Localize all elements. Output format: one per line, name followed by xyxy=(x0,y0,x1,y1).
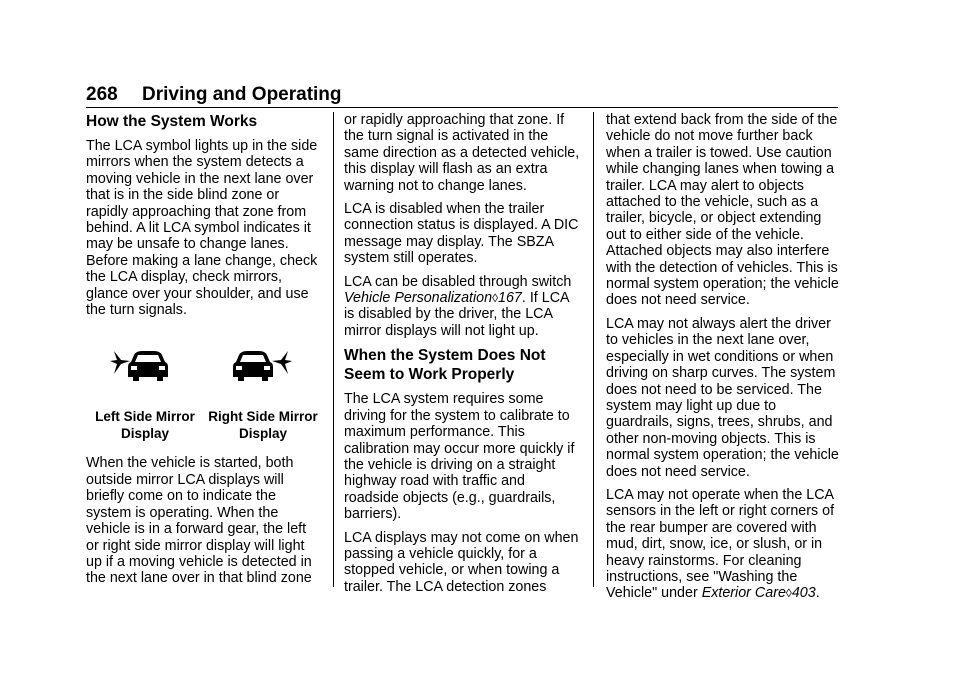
caption-line: Display xyxy=(238,426,288,442)
page-number: 268 xyxy=(86,84,118,105)
column-divider-2 xyxy=(593,112,594,587)
xref-exterior-care[interactable]: Exterior Care xyxy=(701,585,786,602)
heading-how-system-works: How the System Works xyxy=(86,113,258,130)
paragraph: LCA displays may not come on when passing a vehicle quickly, for a stopped vehicle, or when towing a trailer. The LCA detection zones xyxy=(344,529,579,595)
heading-system-not-working: When the System Does Not Seem to Work Properly xyxy=(344,347,546,384)
caption-line: Right Side Mirror xyxy=(208,409,318,425)
section-title: Driving and Operating xyxy=(142,84,342,105)
text: . xyxy=(815,585,820,602)
page-ref-icon: ◊ xyxy=(492,291,499,306)
paragraph: LCA may not always alert the driver to vehicles in the next lane over, especially in wet conditions or when driving on sharp curves. The system does not need to be serviced. The system may light up due to guardrails, signs, trees, shrubs, and other non-moving objects. This is normal system operation; the vehicle does not need service. xyxy=(606,315,839,480)
text: LCA can be disabled through switch xyxy=(344,273,572,290)
column-2 xyxy=(344,112,580,602)
column-1 xyxy=(86,112,322,594)
column-divider-1 xyxy=(333,112,334,587)
paragraph-with-reference xyxy=(344,274,580,340)
xref-page-number[interactable]: 167 xyxy=(498,290,522,307)
caption-line: Display xyxy=(120,426,170,442)
paragraph: or rapidly approaching that zone. If the turn signal is activated in the same direction as a detected vehicle, this display will flash as an extra warning not to change lanes. xyxy=(344,112,580,194)
text: LCA may not operate when the LCA sensors in the left or right corners of the rear bumper are covered with mud, dirt, snow, ice, or slush, or in heavy rainstorms. For cleaning instructions, see "Washing the Vehicle" under xyxy=(606,486,835,602)
lca-left-mirror-icon xyxy=(108,347,178,387)
paragraph: The LCA system requires some driving for the system to calibrate to maximum performance. This calibration may occur more quickly if the vehicle is driving on a straight highway road with traffic and roadside objects (e.g., guardrails, barriers). xyxy=(344,391,575,523)
xref-vehicle-personalization[interactable]: Vehicle Personalization xyxy=(344,290,493,307)
caption-right-mirror xyxy=(204,408,322,442)
caption-line: Left Side Mirror xyxy=(95,409,195,425)
caption-left-mirror xyxy=(86,408,204,442)
paragraph: When the vehicle is started, both outside mirror LCA displays will briefly come on to indicate the system is operating. When the vehicle is in a forward gear, the left or right side mirror display will light up if a moving vehicle is detected in the next lane over in that blind zone xyxy=(86,455,312,587)
header-rule xyxy=(86,107,838,108)
page-ref-icon: ◊ xyxy=(785,586,792,601)
paragraph: that extend back from the side of the vehicle do not move further back when a trailer is towed. Use caution while changing lanes when towing a trailer. LCA may alert to objects attached to the vehicle, such as a trailer, bicycle, or object extending out to either side of the vehicle. Attached objects may also interfere with the detection of vehicles. This is normal system operation; the vehicle does not need service. xyxy=(606,112,839,309)
page-header xyxy=(86,84,838,106)
column-3 xyxy=(606,112,842,609)
lca-right-mirror-icon xyxy=(226,347,296,387)
paragraph: LCA is disabled when the trailer connection status is displayed. A DIC message may display. The SBZA system still operates. xyxy=(344,201,579,267)
mirror-display-figure xyxy=(86,330,322,455)
paragraph-with-reference xyxy=(606,487,842,602)
paragraph: The LCA symbol lights up in the side mirrors when the system detects a moving vehicle in the next lane over that is in the side blind zone or rapidly approaching that zone from behind. A lit LCA symbol indicates it may be unsafe to change lanes. Before making a lane change, check the LCA display, check mirrors, glance over your shoulder, and use the turn signals. xyxy=(86,138,318,319)
text: . If LCA is disabled by the driver, the LCA mirror displays will not light up. xyxy=(344,290,569,339)
xref-page-number[interactable]: 403 xyxy=(791,585,816,602)
